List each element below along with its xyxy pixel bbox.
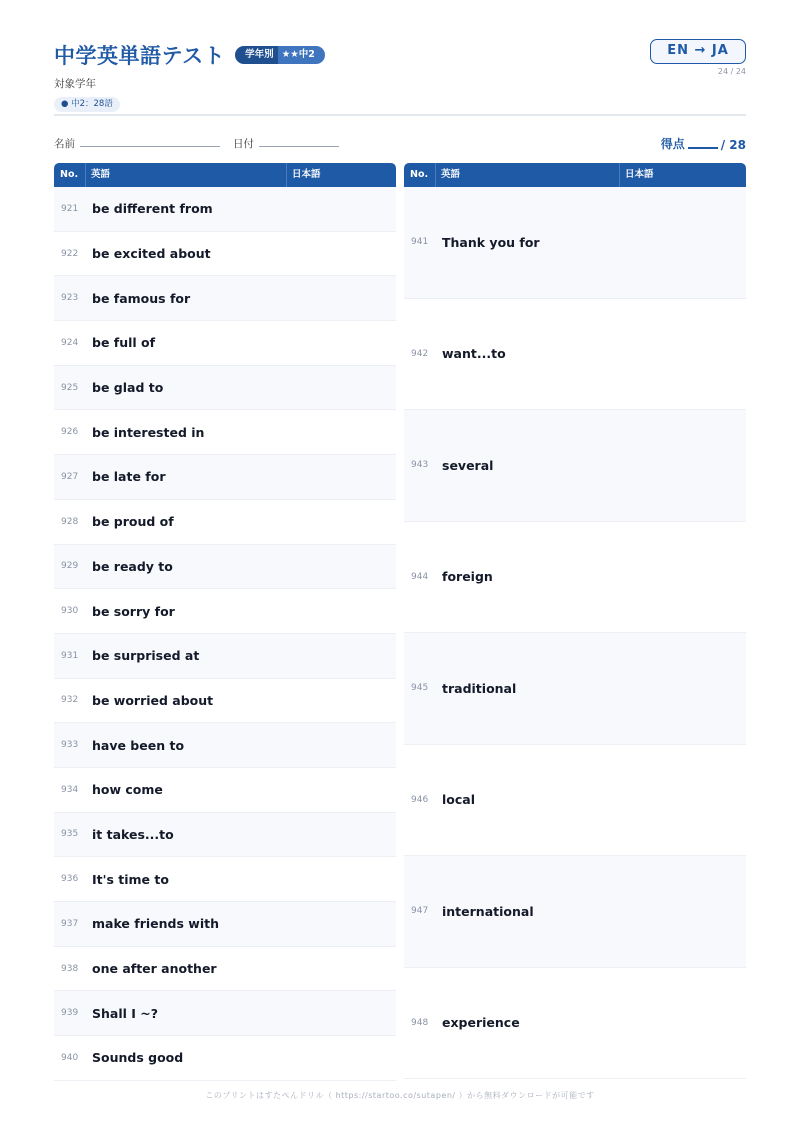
table-row — [54, 410, 396, 455]
grade-badge-label: 学年別 — [235, 46, 278, 64]
english-word: be glad to — [92, 380, 164, 396]
japanese-answer-field[interactable] — [636, 968, 746, 1079]
japanese-answer-field[interactable] — [286, 500, 396, 544]
score-box — [661, 135, 746, 152]
score-total: / 28 — [720, 138, 746, 152]
column-english: 英語 — [441, 169, 461, 180]
table-header — [54, 163, 396, 187]
table-row — [404, 745, 746, 857]
column-divider — [435, 163, 436, 187]
word-number: 933 — [61, 740, 79, 751]
english-word: local — [442, 792, 476, 808]
score-label: 得点 — [660, 137, 685, 151]
english-word: be ready to — [92, 558, 173, 574]
table-row — [54, 500, 396, 545]
english-word: want...to — [442, 346, 506, 362]
table-row — [404, 299, 746, 411]
english-word: make friends with — [92, 916, 219, 932]
column-no: No. — [410, 169, 429, 180]
table-row — [404, 410, 746, 522]
english-word: one after another — [92, 961, 217, 977]
japanese-answer-field[interactable] — [636, 187, 746, 298]
english-word: be excited about — [92, 246, 211, 262]
title-row — [54, 40, 325, 70]
japanese-answer-field[interactable] — [286, 679, 396, 723]
header-divider — [54, 114, 746, 116]
right-word-table — [404, 163, 746, 1079]
form-row — [54, 136, 746, 150]
word-number: 927 — [61, 471, 79, 482]
table-row — [404, 968, 746, 1080]
english-word: be surprised at — [92, 648, 200, 664]
date-label: 日付 — [233, 138, 254, 150]
direction-badge: EN → JA — [650, 39, 746, 64]
japanese-answer-field[interactable] — [286, 1036, 396, 1080]
table-row — [54, 455, 396, 500]
table-row — [54, 187, 396, 232]
japanese-answer-field[interactable] — [286, 947, 396, 991]
english-word: be late for — [92, 469, 166, 485]
table-body — [54, 187, 396, 1081]
table-row — [54, 232, 396, 277]
japanese-answer-field[interactable] — [286, 232, 396, 276]
japanese-answer-field[interactable] — [286, 321, 396, 365]
word-count-chip: ● 中2：28語 — [54, 97, 120, 112]
grade-badge-level: ★★中2 — [278, 46, 325, 64]
japanese-answer-field[interactable] — [286, 187, 396, 231]
english-word: experience — [442, 1015, 520, 1031]
word-number: 934 — [61, 784, 79, 795]
table-row — [54, 857, 396, 902]
english-word: foreign — [442, 569, 493, 585]
japanese-answer-field[interactable] — [286, 723, 396, 767]
page-number: 24 / 24 — [717, 67, 746, 76]
japanese-answer-field[interactable] — [286, 813, 396, 857]
word-number: 942 — [411, 348, 429, 359]
word-number: 940 — [61, 1052, 79, 1063]
column-divider — [85, 163, 86, 187]
japanese-answer-field[interactable] — [636, 856, 746, 967]
table-row — [54, 321, 396, 366]
word-number: 938 — [61, 963, 79, 974]
word-number: 931 — [61, 650, 79, 661]
word-number: 947 — [411, 906, 429, 917]
footer-note: このプリントはすたぺんドリル（ https://startoo.co/sutapen/ ）から無料ダウンロードが可能です — [205, 1091, 595, 1100]
word-number: 937 — [61, 918, 79, 929]
page-title: 中学英単語テスト — [54, 44, 226, 68]
japanese-answer-field[interactable] — [286, 455, 396, 499]
japanese-answer-field[interactable] — [636, 299, 746, 410]
japanese-answer-field[interactable] — [286, 634, 396, 678]
column-japanese: 日本語 — [292, 169, 321, 180]
column-japanese: 日本語 — [625, 169, 654, 180]
table-row — [404, 187, 746, 299]
table-body — [404, 187, 746, 1079]
word-number: 941 — [411, 237, 429, 248]
japanese-answer-field[interactable] — [636, 522, 746, 633]
grade-badge — [235, 46, 325, 64]
english-word: be full of — [92, 335, 156, 351]
japanese-answer-field[interactable] — [286, 589, 396, 633]
score-field[interactable] — [688, 147, 718, 149]
table-row — [54, 634, 396, 679]
japanese-answer-field[interactable] — [286, 545, 396, 589]
name-label: 名前 — [54, 138, 75, 150]
table-row — [404, 633, 746, 745]
english-word: Shall I ~? — [92, 1005, 158, 1021]
table-row — [54, 947, 396, 992]
table-row — [404, 856, 746, 968]
left-word-table — [54, 163, 396, 1081]
japanese-answer-field[interactable] — [286, 276, 396, 320]
table-row — [54, 679, 396, 724]
japanese-answer-field[interactable] — [286, 857, 396, 901]
column-divider — [619, 163, 620, 187]
word-number: 923 — [61, 293, 79, 304]
table-row — [54, 902, 396, 947]
english-word: traditional — [442, 680, 517, 696]
japanese-answer-field[interactable] — [286, 366, 396, 410]
column-english: 英語 — [91, 169, 111, 180]
english-word: be sorry for — [92, 603, 175, 619]
table-row — [54, 276, 396, 321]
word-number: 939 — [61, 1008, 79, 1019]
english-word: It's time to — [92, 871, 169, 887]
date-field[interactable] — [259, 146, 339, 147]
column-divider — [286, 163, 287, 187]
header — [54, 40, 325, 112]
word-number: 930 — [61, 606, 79, 617]
table-header — [404, 163, 746, 187]
word-number: 945 — [411, 683, 429, 694]
word-number: 946 — [411, 794, 429, 805]
japanese-answer-field[interactable] — [636, 410, 746, 521]
table-row — [54, 1036, 396, 1081]
name-field[interactable] — [80, 146, 220, 147]
english-word: be proud of — [92, 514, 174, 530]
word-number: 928 — [61, 516, 79, 527]
table-row — [54, 366, 396, 411]
word-number: 922 — [61, 248, 79, 259]
english-word: be worried about — [92, 692, 214, 708]
table-row — [54, 723, 396, 768]
japanese-answer-field[interactable] — [636, 745, 746, 856]
english-word: be different from — [92, 201, 213, 217]
japanese-answer-field[interactable] — [636, 633, 746, 744]
english-word: it takes...to — [92, 826, 174, 842]
english-word: be famous for — [92, 290, 191, 306]
word-number: 944 — [411, 571, 429, 582]
word-number: 924 — [61, 337, 79, 348]
target-grade-label: 対象学年 — [54, 78, 96, 90]
word-number: 943 — [411, 460, 429, 471]
column-no: No. — [60, 169, 79, 180]
word-number: 921 — [61, 203, 79, 214]
word-number: 925 — [61, 382, 79, 393]
japanese-answer-field[interactable] — [286, 991, 396, 1035]
english-word: several — [442, 457, 494, 473]
word-number: 936 — [61, 874, 79, 885]
english-word: be interested in — [92, 424, 205, 440]
word-number: 935 — [61, 829, 79, 840]
english-word: Thank you for — [442, 234, 540, 250]
japanese-answer-field[interactable] — [286, 768, 396, 812]
word-number: 948 — [411, 1017, 429, 1028]
table-row — [54, 589, 396, 634]
table-row — [54, 768, 396, 813]
table-row — [54, 991, 396, 1036]
word-number: 932 — [61, 695, 79, 706]
english-word: Sounds good — [92, 1050, 184, 1066]
japanese-answer-field[interactable] — [286, 410, 396, 454]
english-word: how come — [92, 782, 163, 798]
table-row — [404, 522, 746, 634]
table-row — [54, 545, 396, 590]
table-row — [54, 813, 396, 858]
english-word: international — [442, 903, 534, 919]
japanese-answer-field[interactable] — [286, 902, 396, 946]
word-number: 926 — [61, 427, 79, 438]
word-number: 929 — [61, 561, 79, 572]
english-word: have been to — [92, 737, 185, 753]
